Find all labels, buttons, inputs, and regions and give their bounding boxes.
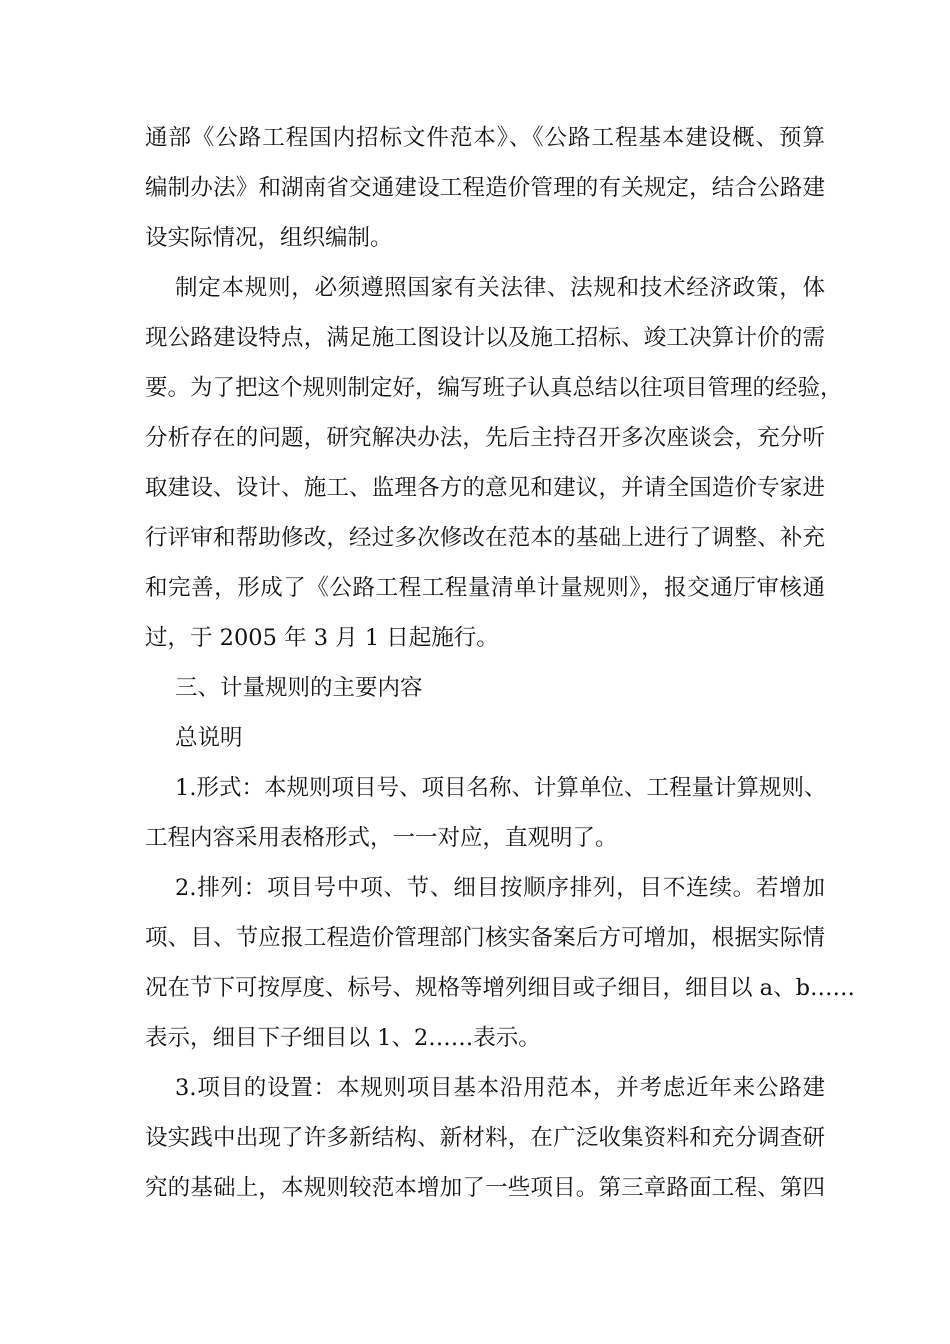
text-line: 1.形式：本规则项目号、项目名称、计算单位、工程量计算规则、 (175, 775, 827, 801)
text-line: 制定本规则，必须遵照国家有关法律、法规和技术经济政策，体 (175, 275, 825, 301)
text-line: 表示，细目下子细目以 1、2……表示。 (145, 1025, 541, 1051)
text-line: 分析存在的问题，研究解决办法，先后主持召开多次座谈会，充分听 (145, 425, 825, 451)
text-line: 过，于 2005 年 3 月 1 日起施行。 (145, 625, 499, 651)
text-line: 工程内容采用表格形式，一一对应，直观明了。 (145, 825, 618, 851)
text-line: 行评审和帮助修改，经过多次修改在范本的基础上进行了调整、补充 (145, 525, 825, 551)
text-line: 通部《公路工程国内招标文件范本》、《公路工程基本建设概、预算 (145, 125, 825, 151)
text-line: 况在节下可按厚度、标号、规格等增列细目或子细目，细目以 a、b…… (145, 975, 855, 1001)
text-line: 要。为了把这个规则制定好，编写班子认真总结以往项目管理的经验， (145, 375, 843, 401)
text-line: 设实际情况，组织编制。 (145, 225, 393, 251)
text-line: 编制办法》和湖南省交通建设工程造价管理的有关规定，结合公路建 (145, 175, 825, 201)
text-line: 3.项目的设置：本规则项目基本沿用范本，并考虑近年来公路建 (175, 1075, 825, 1101)
text-line: 现公路建设特点，满足施工图设计以及施工招标、竣工决算计价的需 (145, 325, 825, 351)
section-heading: 三、计量规则的主要内容 (175, 675, 423, 701)
subsection-heading: 总说明 (175, 725, 243, 751)
text-line: 设实践中出现了许多新结构、新材料，在广泛收集资料和充分调查研 (145, 1125, 825, 1151)
text-line: 究的基础上，本规则较范本增加了一些项目。第三章路面工程、第四 (145, 1175, 825, 1201)
text-line: 2.排列：项目号中项、节、细目按顺序排列，目不连续。若增加 (175, 875, 825, 901)
text-line: 项、目、节应报工程造价管理部门核实备案后方可增加，根据实际情 (145, 925, 825, 951)
text-line: 取建设、设计、施工、监理各方的意见和建议，并请全国造价专家进 (145, 475, 825, 501)
text-line: 和完善，形成了《公路工程工程量清单计量规则》，报交通厅审核通 (145, 575, 825, 601)
